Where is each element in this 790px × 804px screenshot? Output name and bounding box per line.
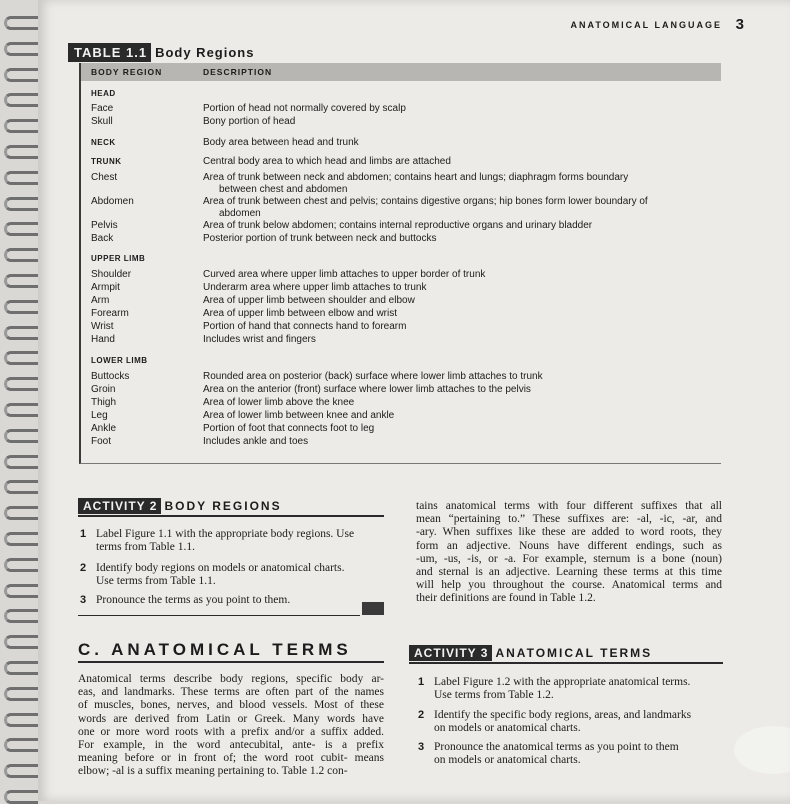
item-text bbox=[434, 709, 691, 735]
paragraph-line: meaning before or in front of; the word root cubit- means bbox=[78, 752, 384, 765]
description-line: Area of trunk between chest and pelvis; contains digestive organs; hip bones form lower boundary of bbox=[203, 196, 648, 207]
region-term: Abdomen bbox=[91, 196, 134, 207]
region-term: Wrist bbox=[91, 321, 114, 332]
description-line: Body area between head and trunk bbox=[203, 137, 359, 148]
description-line: Area of lower limb above the knee bbox=[203, 397, 355, 408]
region-description bbox=[203, 436, 711, 448]
spiral-ring bbox=[4, 68, 38, 82]
activity-3-heading bbox=[409, 645, 652, 661]
paragraph-line: and sternal is an adjective. Learning these terms at this time bbox=[416, 566, 722, 579]
description-line: Central body area to which head and limbs are attached bbox=[203, 156, 451, 167]
paragraph-line: of muscles, bones, nerves, and blood vessels. Most of these bbox=[78, 699, 384, 712]
spiral-ring bbox=[4, 351, 38, 365]
activity-2-rule bbox=[78, 515, 384, 517]
spiral-ring bbox=[4, 764, 38, 778]
description-line: Portion of head not normally covered by scalp bbox=[203, 103, 406, 114]
paragraph-line: elbow; -al is a suffix meaning pertaining to. Table 1.2 con- bbox=[78, 765, 348, 778]
item-text bbox=[96, 528, 354, 554]
region-term: Back bbox=[91, 233, 114, 244]
region-description bbox=[203, 116, 711, 128]
activity-2-label: ACTIVITY 2 bbox=[78, 498, 161, 514]
region-term: TRUNK bbox=[91, 157, 122, 166]
description-line: between chest and abdomen bbox=[219, 184, 348, 195]
paragraph-line: -ary. When suffixes like these are added to word roots, they bbox=[416, 526, 722, 539]
item-text bbox=[434, 676, 690, 702]
paragraph-line: words are derived from Latin or Greek. Many words have bbox=[78, 712, 384, 725]
description-line: Area of trunk between neck and abdomen; contains heart and lungs; diaphragm forms boundary bbox=[203, 172, 629, 183]
item-text bbox=[96, 562, 344, 588]
spiral-ring bbox=[4, 16, 38, 30]
region-description bbox=[203, 137, 711, 149]
item-number: 3 bbox=[80, 594, 87, 606]
item-number: 3 bbox=[418, 741, 425, 753]
spiral-ring bbox=[4, 93, 38, 107]
description-line: Includes wrist and fingers bbox=[203, 334, 316, 345]
table-header bbox=[81, 63, 721, 81]
region-description bbox=[203, 371, 711, 383]
body-regions-table bbox=[79, 63, 721, 464]
book-page bbox=[38, 0, 790, 801]
table-label: TABLE 1.1 bbox=[68, 43, 151, 62]
item-line: Pronounce the terms as you point to them. bbox=[96, 594, 291, 606]
region-term: Groin bbox=[91, 384, 116, 395]
spiral-ring bbox=[4, 661, 38, 675]
paragraph-line: mean “pertaining to.” These suffixes are: -al, -ic, -ar, and bbox=[416, 513, 722, 526]
region-description bbox=[203, 196, 711, 220]
item-number: 2 bbox=[418, 709, 425, 721]
item-line: Label Figure 1.2 with the appropriate anatomical terms. bbox=[434, 676, 691, 688]
col-header-region: BODY REGION bbox=[91, 67, 163, 77]
region-term: UPPER LIMB bbox=[91, 254, 146, 263]
spiral-ring bbox=[4, 274, 38, 288]
item-line: Use terms from Table 1.1. bbox=[96, 575, 216, 587]
activity-2-heading bbox=[78, 498, 282, 514]
region-description bbox=[203, 410, 711, 422]
region-description bbox=[203, 384, 711, 396]
item-line: on models or anatomical charts. bbox=[434, 722, 581, 734]
description-line: Area on the anterior (front) surface where lower limb attaches to the pelvis bbox=[203, 384, 531, 395]
description-line: Includes ankle and toes bbox=[203, 436, 309, 447]
item-number: 1 bbox=[80, 528, 87, 540]
paragraph-line: tains anatomical terms with four different suffixes that all bbox=[416, 500, 722, 512]
page-number: 3 bbox=[735, 16, 744, 33]
region-description bbox=[203, 334, 711, 346]
spiral-ring bbox=[4, 171, 38, 185]
table-title bbox=[68, 43, 254, 62]
spiral-ring bbox=[4, 403, 38, 417]
spiral-ring bbox=[4, 609, 38, 623]
region-term: Chest bbox=[91, 172, 118, 183]
description-line: Underarm area where upper limb attaches to trunk bbox=[203, 282, 427, 293]
spiral-ring bbox=[4, 584, 38, 598]
description-line: Curved area where upper limb attaches to upper border of trunk bbox=[203, 269, 486, 280]
region-term: Face bbox=[91, 103, 114, 114]
region-description bbox=[203, 103, 711, 115]
description-line: Portion of foot that connects foot to leg bbox=[203, 423, 375, 434]
region-term: Thigh bbox=[91, 397, 117, 408]
region-term: Ankle bbox=[91, 423, 117, 434]
paragraph-line: -um, -us, -is, or -a. For example, sternum is a bone (noun) bbox=[416, 552, 722, 565]
running-title: ANATOMICAL LANGUAGE bbox=[570, 20, 722, 30]
region-term: LOWER LIMB bbox=[91, 356, 148, 365]
activity-3-title: ANATOMICAL TERMS bbox=[495, 646, 653, 660]
item-number: 2 bbox=[80, 562, 87, 574]
item-line: Pronounce the anatomical terms as you point to them bbox=[434, 741, 679, 753]
watermark-stamp bbox=[734, 726, 790, 774]
region-description bbox=[203, 397, 711, 409]
description-line: Rounded area on posterior (back) surface where lower limb attaches to trunk bbox=[203, 371, 543, 382]
spiral-ring bbox=[4, 300, 38, 314]
spiral-ring bbox=[4, 119, 38, 133]
paragraph-line: eas, and landmarks. These terms are often part of the names bbox=[78, 686, 384, 699]
region-description bbox=[203, 172, 711, 196]
description-line: Area of lower limb between knee and ankle bbox=[203, 410, 395, 421]
spiral-ring bbox=[4, 713, 38, 727]
spiral-ring bbox=[4, 429, 38, 443]
activity-3-label: ACTIVITY 3 bbox=[409, 645, 492, 661]
activity-2-title: BODY REGIONS bbox=[164, 499, 282, 513]
item-line: terms from Table 1.1. bbox=[96, 541, 195, 553]
description-line: abdomen bbox=[219, 208, 261, 219]
region-description bbox=[203, 156, 711, 168]
spiral-ring bbox=[4, 377, 38, 391]
item-line: Identify the specific body regions, areas, and landmarks bbox=[434, 709, 692, 721]
description-line: Bony portion of head bbox=[203, 116, 296, 127]
section-c-rule bbox=[78, 661, 384, 663]
region-description bbox=[203, 282, 711, 294]
col-header-description: DESCRIPTION bbox=[203, 67, 273, 77]
section-c-heading: C. ANATOMICAL TERMS bbox=[78, 640, 352, 659]
paragraph-line: will help you throughout the course. Anatomical terms and bbox=[416, 579, 722, 592]
description-line: Posterior portion of trunk between neck and buttocks bbox=[203, 233, 437, 244]
spiral-ring bbox=[4, 480, 38, 494]
spiral-ring bbox=[4, 558, 38, 572]
item-text bbox=[434, 741, 679, 767]
region-description bbox=[203, 220, 711, 232]
paragraph-line: one or more word roots with a prefix and/or a suffix added. bbox=[78, 725, 384, 738]
paragraph-line: their definitions are found in Table 1.2. bbox=[416, 592, 596, 605]
activity-2-end-mark bbox=[362, 602, 384, 615]
spiral-ring bbox=[4, 738, 38, 752]
item-line: on models or anatomical charts. bbox=[434, 754, 581, 766]
region-term: Buttocks bbox=[91, 371, 130, 382]
spiral-ring bbox=[4, 635, 38, 649]
spiral-ring bbox=[4, 455, 38, 469]
spiral-ring bbox=[4, 790, 38, 804]
spiral-ring bbox=[4, 145, 38, 159]
spiral-ring bbox=[4, 506, 38, 520]
section-c-paragraph bbox=[78, 673, 384, 779]
description-line: Area of trunk below abdomen; contains internal reproductive organs and urinary bladder bbox=[203, 220, 593, 231]
region-term: Leg bbox=[91, 410, 108, 421]
description-line: Portion of hand that connects hand to forearm bbox=[203, 321, 407, 332]
spiral-ring bbox=[4, 197, 38, 211]
suffix-paragraph bbox=[416, 500, 722, 606]
spiral-ring bbox=[4, 532, 38, 546]
activity-2-end-rule bbox=[78, 615, 360, 616]
paragraph-line: For example, in the word antecubital, ante- is a prefix bbox=[78, 739, 384, 752]
spiral-ring bbox=[4, 326, 38, 340]
region-term: HEAD bbox=[91, 89, 116, 98]
region-description bbox=[203, 308, 711, 320]
item-text bbox=[96, 594, 290, 607]
spiral-ring bbox=[4, 248, 38, 262]
region-term: Pelvis bbox=[91, 220, 118, 231]
description-line: Area of upper limb between elbow and wrist bbox=[203, 308, 397, 319]
region-term: Hand bbox=[91, 334, 115, 345]
region-term: NECK bbox=[91, 138, 116, 147]
paragraph-line: form an adjective. Nouns have different endings, such as bbox=[416, 539, 722, 552]
region-term: Skull bbox=[91, 116, 113, 127]
region-term: Armpit bbox=[91, 282, 120, 293]
item-number: 1 bbox=[418, 676, 425, 688]
description-line: Area of upper limb between shoulder and elbow bbox=[203, 295, 415, 306]
item-line: Label Figure 1.1 with the appropriate body regions. Use bbox=[96, 528, 355, 540]
region-term: Shoulder bbox=[91, 269, 132, 280]
spiral-ring bbox=[4, 42, 38, 56]
paragraph-line: Anatomical terms describe body regions, specific body ar- bbox=[78, 673, 384, 685]
region-description bbox=[203, 269, 711, 281]
region-description bbox=[203, 423, 711, 435]
region-term: Arm bbox=[91, 295, 110, 306]
region-description bbox=[203, 321, 711, 333]
region-term: Foot bbox=[91, 436, 112, 447]
region-term: Forearm bbox=[91, 308, 129, 319]
table-name: Body Regions bbox=[155, 45, 255, 60]
spiral-ring bbox=[4, 222, 38, 236]
item-line: Identify body regions on models or anatomical charts. bbox=[96, 562, 345, 574]
item-line: Use terms from Table 1.2. bbox=[434, 689, 554, 701]
spiral-ring bbox=[4, 687, 38, 701]
region-description bbox=[203, 233, 711, 245]
activity-3-rule bbox=[409, 662, 723, 664]
region-description bbox=[203, 295, 711, 307]
